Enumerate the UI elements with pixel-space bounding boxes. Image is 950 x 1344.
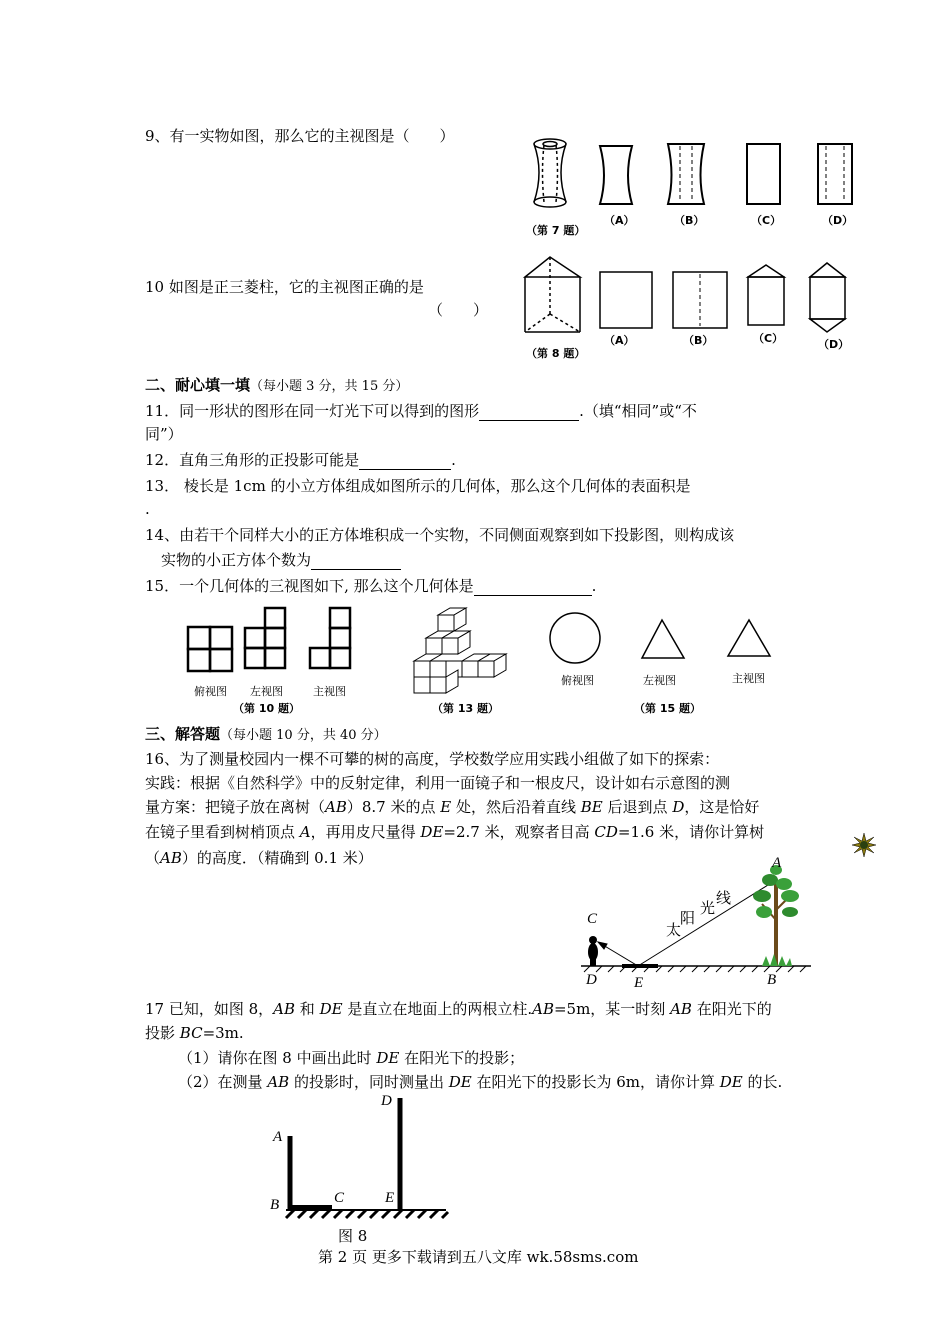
figure-13 bbox=[410, 605, 520, 700]
fig15-label-left: 左视图 bbox=[643, 674, 676, 687]
fig17-caption: 图 8 bbox=[338, 1227, 368, 1245]
page-footer: 第 2 页 更多下载请到五八文库 wk.58sms.com bbox=[318, 1248, 639, 1266]
figure-10 bbox=[185, 605, 365, 685]
fig15-label-top: 俯视图 bbox=[561, 674, 594, 687]
figure-15 bbox=[548, 610, 778, 670]
figure-16 bbox=[576, 860, 816, 980]
question-11: 11．同一形状的图形在同一灯光下可以得到的图形 .（填“相同”或“不 bbox=[145, 402, 697, 420]
fig17-label-a: A bbox=[273, 1129, 283, 1145]
question-11-cont: 同”） bbox=[145, 425, 183, 443]
fig7-option-b-shape bbox=[668, 144, 704, 204]
question-14-cont: 实物的小正方体个数为 bbox=[161, 550, 401, 570]
fig7-caption: （第 7 题） bbox=[526, 224, 586, 237]
fig7-option-c-shape bbox=[747, 144, 780, 204]
question-17-line2: 投影 BC=3m. bbox=[145, 1024, 244, 1042]
fig16-sun-3: 光 bbox=[700, 899, 716, 917]
question-15: 15．一个几何体的三视图如下, 那么这个几何体是 . bbox=[145, 577, 597, 595]
section-2-heading: 二、耐心填一填（每小题 3 分，共 15 分） bbox=[145, 376, 409, 394]
question-13: 13． 棱长是 1cm 的小立方体组成如图所示的几何体，那么这个几何体的表面积是 bbox=[145, 477, 691, 495]
fig8-option-c-shape bbox=[748, 265, 784, 325]
figure-q17 bbox=[280, 1094, 450, 1224]
fig8-option-b-shape bbox=[673, 272, 727, 328]
fig7-option-b: （B） bbox=[674, 214, 705, 227]
answer-blank-15 bbox=[474, 579, 592, 596]
answer-blank-11 bbox=[479, 404, 579, 421]
tree bbox=[753, 865, 799, 966]
fig16-label-a: A bbox=[772, 855, 782, 871]
fig17-label-c: C bbox=[334, 1190, 345, 1206]
question-16-line5: （AB）的高度．（精确到 0.1 米） bbox=[145, 849, 373, 867]
fig16-sun-4: 线 bbox=[716, 889, 732, 907]
question-16-line2: 实践：根据《自然科学》中的反射定律，利用一面镜子和一根皮尺，设计如右示意图的测 bbox=[145, 774, 731, 792]
question-14: 14、由若干个同样大小的正方体堆积成一个实物，不同侧面观察到如下投影图，则构成该 bbox=[145, 526, 735, 544]
fig16-sun-1: 太 bbox=[666, 921, 682, 939]
question-13-dot: . bbox=[145, 500, 150, 518]
fig15-circle bbox=[550, 613, 600, 663]
fig7-option-d: （D） bbox=[822, 214, 854, 227]
fig8-option-d: （D） bbox=[818, 338, 850, 351]
fig7-option-d-shape bbox=[818, 144, 852, 204]
question-16-line1: 16、为了测量校园内一棵不可攀的树的高度，学校数学应用实践小组做了如下的探索： bbox=[145, 750, 720, 768]
fig7-option-a: （A） bbox=[604, 214, 635, 227]
answer-blank-14 bbox=[311, 553, 401, 570]
fig10-caption: （第 10 题） bbox=[233, 702, 300, 715]
fig7-option-a-shape bbox=[600, 146, 632, 204]
fig7-option-c: （C） bbox=[751, 214, 782, 227]
fig17-label-b: B bbox=[270, 1197, 280, 1213]
answer-blank-12 bbox=[359, 453, 451, 470]
fig8-option-b: （B） bbox=[683, 334, 714, 347]
fig17-label-e: E bbox=[385, 1190, 395, 1206]
fig8-option-a-shape bbox=[600, 272, 652, 328]
fig10-label-top: 俯视图 bbox=[194, 685, 227, 698]
fig8-option-c: （C） bbox=[753, 332, 784, 345]
question-12: 12．直角三角形的正投影可能是 . bbox=[145, 451, 456, 469]
question-17-line1: 17 已知，如图 8，AB 和 DE 是直立在地面上的两根立柱.AB=5m，某一时刻 AB 在阳光下的 bbox=[145, 1000, 772, 1018]
fig8-option-a: （A） bbox=[604, 334, 635, 347]
question-17-part2: （2）在测量 AB 的投影时，同时测量出 DE 在阳光下的投影长为 6m，请你计算 DE 的长. bbox=[178, 1073, 783, 1091]
fig15-triangle-left bbox=[642, 620, 684, 658]
question-16-line3: 量方案：把镜子放在离树（AB）8.7 米的点 E 处，然后沿着直线 BE 后退到点 D，这是恰好 bbox=[145, 798, 760, 816]
section-3-heading: 三、解答题（每小题 10 分，共 40 分） bbox=[145, 725, 387, 743]
fig16-label-d: D bbox=[586, 972, 597, 988]
fig10-label-front: 主视图 bbox=[313, 685, 346, 698]
fig17-label-d: D bbox=[381, 1093, 392, 1109]
fig16-label-e: E bbox=[634, 975, 644, 991]
fig10-label-left: 左视图 bbox=[250, 685, 283, 698]
question-10-paren: （ ） bbox=[428, 301, 489, 319]
fig15-triangle-front bbox=[728, 620, 770, 656]
fig8-option-d-shape bbox=[810, 263, 845, 332]
observer bbox=[588, 936, 598, 966]
fig16-sun-2: 阳 bbox=[680, 909, 696, 927]
question-17-part1: （1）请你在图 8 中画出此时 DE 在阳光下的投影； bbox=[178, 1049, 525, 1067]
question-10: 10 如图是正三菱柱，它的主视图正确的是 bbox=[145, 278, 424, 296]
question-9: 9、有一实物如图，那么它的主视图是（ ） bbox=[145, 127, 455, 145]
fig7-object bbox=[534, 139, 566, 207]
fig15-label-front: 主视图 bbox=[732, 672, 765, 685]
fig16-label-b: B bbox=[767, 972, 777, 988]
fig16-label-c: C bbox=[587, 911, 598, 927]
fig8-caption: （第 8 题） bbox=[526, 347, 586, 360]
fig13-caption: （第 13 题） bbox=[432, 702, 499, 715]
fig8-prism bbox=[525, 257, 580, 332]
question-16-line4: 在镜子里看到树梢顶点 A，再用皮尺量得 DE=2.7 米，观察者目高 CD=1.6 米，请你计算树 bbox=[145, 823, 765, 841]
sun-icon bbox=[852, 833, 876, 857]
fig15-caption: （第 15 题） bbox=[634, 702, 701, 715]
